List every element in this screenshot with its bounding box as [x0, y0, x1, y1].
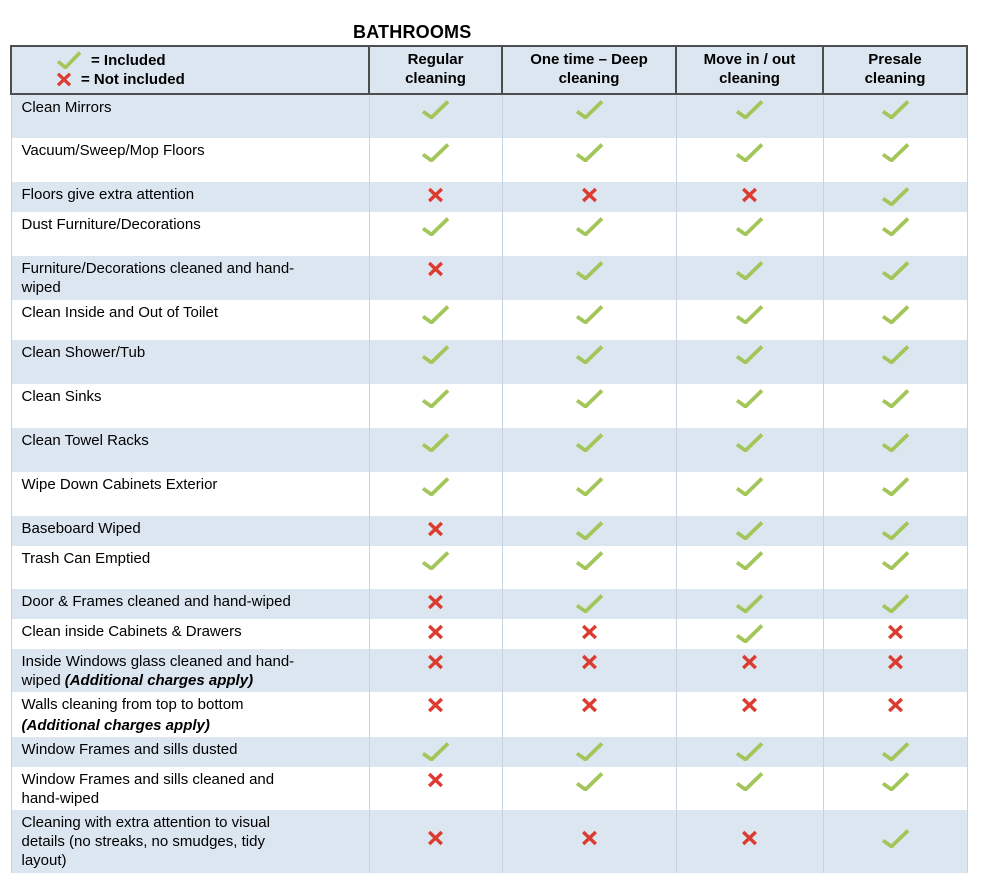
check-icon	[421, 100, 450, 119]
check-icon	[575, 477, 604, 496]
page-title: BATHROOMS	[353, 22, 472, 42]
check-cell	[823, 94, 967, 138]
check-cell	[823, 546, 967, 589]
task-cell	[11, 546, 369, 589]
check-cell	[676, 767, 823, 810]
cross-icon	[887, 624, 904, 640]
bathrooms-table	[10, 45, 968, 873]
check-cell	[823, 212, 967, 256]
task-label: Window Frames and sills dusted	[21, 740, 238, 758]
legend-cell	[11, 46, 369, 94]
check-cell	[823, 340, 967, 384]
check-icon	[881, 521, 910, 540]
cross-icon	[581, 187, 598, 203]
cross-cell	[369, 182, 502, 212]
table-row	[11, 340, 967, 384]
task-label: Baseboard Wiped	[21, 519, 141, 537]
check-cell	[676, 94, 823, 138]
table-header	[11, 46, 967, 94]
check-icon	[575, 433, 604, 452]
cross-icon	[427, 594, 444, 610]
check-cell	[676, 472, 823, 516]
table-row	[11, 300, 967, 340]
task-label: Clean Inside and Out of Toilet	[21, 303, 219, 321]
check-icon	[735, 433, 764, 452]
check-icon	[735, 389, 764, 408]
check-cell	[502, 472, 676, 516]
cross-icon	[427, 187, 444, 203]
column-header-move: Move in / out cleaning	[676, 46, 823, 94]
check-icon	[735, 624, 764, 643]
cross-icon	[427, 261, 444, 277]
check-cell	[502, 767, 676, 810]
task-cell	[11, 384, 369, 428]
task-label: Cleaning with extra attention to visual details (no streaks, no smudges, tidy layout)	[21, 813, 270, 869]
task-label: Floors give extra attention	[21, 185, 195, 203]
cross-cell	[369, 516, 502, 546]
cross-cell	[676, 692, 823, 737]
cross-cell	[502, 619, 676, 649]
task-label: Dust Furniture/Decorations	[21, 215, 201, 233]
check-cell	[676, 340, 823, 384]
table-row	[11, 692, 967, 737]
task-cell	[11, 428, 369, 472]
task-cell	[11, 649, 369, 692]
table-row	[11, 767, 967, 810]
check-cell	[676, 546, 823, 589]
task-cell	[11, 692, 369, 737]
check-cell	[676, 619, 823, 649]
check-icon	[575, 551, 604, 570]
task-label: Door & Frames cleaned and hand-wiped	[21, 592, 291, 610]
check-icon	[575, 100, 604, 119]
check-cell	[369, 94, 502, 138]
task-label: Inside Windows glass cleaned and hand-wiped	[21, 652, 295, 689]
check-cell	[823, 767, 967, 810]
check-icon	[575, 217, 604, 236]
check-icon	[421, 477, 450, 496]
check-icon	[575, 261, 604, 280]
check-cell	[369, 428, 502, 472]
check-icon	[735, 261, 764, 280]
check-icon	[881, 829, 910, 848]
check-cell	[823, 182, 967, 212]
check-icon	[421, 433, 450, 452]
table-row	[11, 256, 967, 300]
column-header-presale: Presale cleaning	[823, 46, 967, 94]
check-icon	[421, 345, 450, 364]
table-row	[11, 472, 967, 516]
table-row	[11, 138, 967, 182]
task-label: Furniture/Decorations cleaned and hand-wiped	[21, 259, 295, 296]
cross-icon	[581, 654, 598, 670]
check-icon	[881, 742, 910, 761]
check-cell	[369, 384, 502, 428]
cross-cell	[369, 649, 502, 692]
check-cell	[823, 428, 967, 472]
check-cell	[502, 546, 676, 589]
check-icon	[575, 772, 604, 791]
check-cell	[502, 384, 676, 428]
cross-icon	[427, 697, 444, 713]
task-cell	[11, 737, 369, 767]
check-cell	[823, 810, 967, 873]
check-icon	[735, 742, 764, 761]
table-row	[11, 516, 967, 546]
check-cell	[676, 256, 823, 300]
check-cell	[502, 428, 676, 472]
table-row	[11, 428, 967, 472]
check-cell	[502, 256, 676, 300]
check-icon	[575, 305, 604, 324]
check-icon	[575, 143, 604, 162]
check-icon	[735, 217, 764, 236]
cross-icon	[887, 654, 904, 670]
check-cell	[502, 589, 676, 619]
cross-icon	[741, 187, 758, 203]
check-icon	[735, 143, 764, 162]
legend-not-included	[56, 70, 364, 89]
check-icon	[575, 345, 604, 364]
table-row	[11, 212, 967, 256]
task-note: (Additional charges apply)	[64, 671, 254, 689]
check-cell	[502, 737, 676, 767]
check-icon	[881, 261, 910, 280]
check-icon	[735, 345, 764, 364]
check-icon	[421, 217, 450, 236]
check-icon	[881, 143, 910, 162]
check-cell	[676, 212, 823, 256]
cross-icon	[741, 654, 758, 670]
task-label: Clean Sinks	[21, 387, 102, 405]
cross-cell	[502, 649, 676, 692]
cross-cell	[823, 649, 967, 692]
cross-cell	[369, 692, 502, 737]
check-cell	[676, 589, 823, 619]
check-cell	[369, 300, 502, 340]
check-icon	[575, 521, 604, 540]
check-icon	[735, 772, 764, 791]
task-cell	[11, 182, 369, 212]
task-label: Clean Mirrors	[21, 98, 112, 116]
check-icon	[735, 551, 764, 570]
table-row	[11, 384, 967, 428]
check-cell	[369, 212, 502, 256]
check-icon	[735, 594, 764, 613]
check-icon	[421, 143, 450, 162]
cross-icon	[427, 654, 444, 670]
task-note: (Additional charges apply)	[21, 716, 210, 734]
legend-included	[56, 51, 364, 70]
cross-cell	[676, 649, 823, 692]
check-cell	[369, 472, 502, 516]
cross-cell	[369, 589, 502, 619]
table-row	[11, 619, 967, 649]
check-icon	[881, 772, 910, 791]
check-icon	[421, 389, 450, 408]
cross-icon	[581, 624, 598, 640]
check-icon	[881, 305, 910, 324]
check-cell	[676, 737, 823, 767]
legend-included-label: = Included	[91, 51, 166, 69]
task-label: Wipe Down Cabinets Exterior	[21, 475, 218, 493]
task-cell	[11, 300, 369, 340]
task-cell	[11, 472, 369, 516]
task-cell	[11, 589, 369, 619]
cross-icon	[427, 830, 444, 846]
task-label: Walls cleaning from top to bottom	[21, 695, 244, 713]
task-label: Trash Can Emptied	[21, 549, 151, 567]
check-cell	[502, 340, 676, 384]
check-cell	[823, 256, 967, 300]
check-icon	[575, 742, 604, 761]
table-row	[11, 182, 967, 212]
cross-icon	[741, 830, 758, 846]
check-icon	[881, 594, 910, 613]
cross-cell	[369, 619, 502, 649]
task-cell	[11, 619, 369, 649]
cross-cell	[823, 619, 967, 649]
task-cell	[11, 767, 369, 810]
check-cell	[502, 138, 676, 182]
check-cell	[502, 212, 676, 256]
check-cell	[502, 300, 676, 340]
cross-cell	[676, 810, 823, 873]
check-cell	[676, 300, 823, 340]
check-icon	[735, 305, 764, 324]
check-cell	[823, 138, 967, 182]
check-icon	[881, 551, 910, 570]
cross-cell	[502, 182, 676, 212]
check-cell	[676, 384, 823, 428]
check-cell	[823, 384, 967, 428]
check-cell	[823, 516, 967, 546]
task-label: Window Frames and sills cleaned and hand-wiped	[21, 770, 275, 807]
task-label: Clean Shower/Tub	[21, 343, 146, 361]
cross-icon	[581, 830, 598, 846]
check-cell	[676, 138, 823, 182]
check-icon	[421, 305, 450, 324]
check-icon	[421, 551, 450, 570]
check-icon	[881, 217, 910, 236]
check-icon	[881, 433, 910, 452]
cross-cell	[369, 810, 502, 873]
table-row	[11, 810, 967, 873]
table-body	[11, 94, 967, 873]
check-cell	[676, 516, 823, 546]
check-icon	[575, 594, 604, 613]
column-header-regular: Regular cleaning	[369, 46, 502, 94]
check-icon	[421, 742, 450, 761]
legend-not-included-label: = Not included	[81, 70, 185, 88]
header-row	[11, 46, 967, 94]
check-cell	[369, 546, 502, 589]
table-row	[11, 649, 967, 692]
cross-cell	[369, 767, 502, 810]
task-cell	[11, 138, 369, 182]
task-cell	[11, 810, 369, 873]
table-row	[11, 546, 967, 589]
table-row	[11, 589, 967, 619]
check-cell	[502, 94, 676, 138]
cross-icon	[741, 697, 758, 713]
check-icon	[881, 389, 910, 408]
task-label: Vacuum/Sweep/Mop Floors	[21, 141, 205, 159]
cross-icon	[56, 72, 72, 87]
task-cell	[11, 212, 369, 256]
table-row	[11, 94, 967, 138]
cross-cell	[676, 182, 823, 212]
cross-cell	[502, 692, 676, 737]
check-icon	[881, 477, 910, 496]
cross-icon	[427, 624, 444, 640]
column-header-deep: One time – Deep cleaning	[502, 46, 676, 94]
table-row	[11, 737, 967, 767]
cross-cell	[823, 692, 967, 737]
cross-icon	[427, 521, 444, 537]
check-icon	[735, 477, 764, 496]
check-cell	[369, 340, 502, 384]
check-cell	[823, 300, 967, 340]
check-icon	[735, 100, 764, 119]
cross-cell	[369, 256, 502, 300]
cross-cell	[502, 810, 676, 873]
check-cell	[823, 589, 967, 619]
check-cell	[369, 737, 502, 767]
task-cell	[11, 94, 369, 138]
check-cell	[823, 472, 967, 516]
check-cell	[823, 737, 967, 767]
check-icon	[881, 100, 910, 119]
task-cell	[11, 340, 369, 384]
check-cell	[369, 138, 502, 182]
cross-icon	[427, 772, 444, 788]
check-icon	[881, 187, 910, 206]
check-icon	[735, 521, 764, 540]
task-label: Clean Towel Racks	[21, 431, 149, 449]
cross-icon	[887, 697, 904, 713]
check-cell	[676, 428, 823, 472]
check-icon	[575, 389, 604, 408]
task-cell	[11, 516, 369, 546]
task-cell	[11, 256, 369, 300]
task-label: Clean inside Cabinets & Drawers	[21, 622, 242, 640]
check-icon	[56, 51, 82, 69]
cross-icon	[581, 697, 598, 713]
check-icon	[881, 345, 910, 364]
check-cell	[502, 516, 676, 546]
